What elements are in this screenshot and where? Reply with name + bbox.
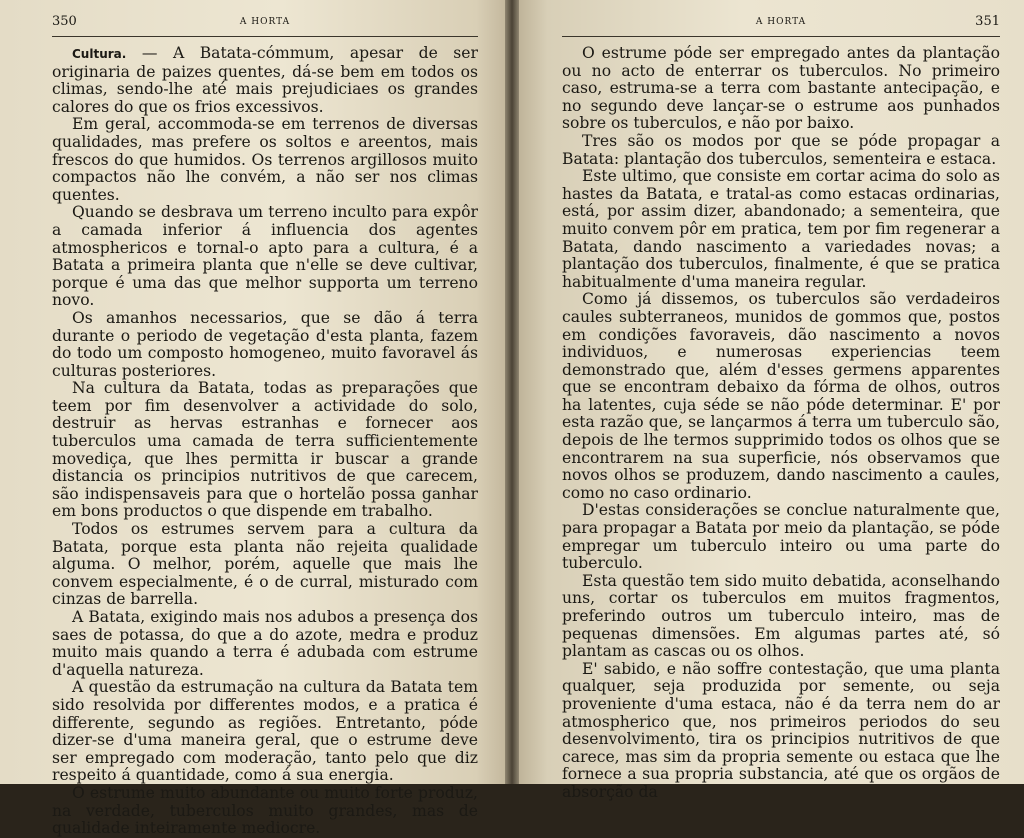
paragraph: E' sabido, e não soffre contestação, que uma planta qualquer, seja produzida por semente, ou seja proveniente d'uma estaca, não é da terra nem do ar atmospherico que, nos primeiros periodos do seu desenvolvimento, tira os principios nutritivos de que carece, mas sim da propria semente ou estaca que lhe fornece a sua propria substancia, até que os orgãos de absorção da [562,659,1000,801]
paragraph: Todos os estrumes servem para a cultura da Batata, porque esta planta não rejeita qualidade alguma. O melhor, porém, aquelle que mais lhe convem especialmente, é o de curral, misturado com cinzas de barrella. [52,520,478,609]
paragraph: Como já dissemos, os tuberculos são verdadeiros caules subterraneos, munidos de gommos que, postos em condições favoraveis, dão nascimento a novos individuos, e numerosas experiencias teem demonstrado que, além d'esses germens apparentes que se encontram debaixo da fórma de olhos, outros ha latentes, cuja séde se não póde determinar. E' por esta razão que, se lançarmos á terra um tuberculo são, depois de lhe termos supprimido todos os olhos que se encontrarem na sua superficie, nós observamos que novos olhos se produzem, dando nascimento a caules, como no caso ordinario. [562,290,1000,502]
book-gutter [505,0,519,784]
paragraph: Este ultimo, que consiste em cortar acima do solo as hastes da Batata, e tratal-as como estacas ordinarias, está, por assim dizer, abandonado; a sementeira, que muito convem pôr em pratica, tem por fim regenerar a Batata, dando nascimento a variedades novas; a plantação dos tuberculos, finalmente, é que se pratica habitualmente d'uma maneira regular. [562,167,1000,291]
running-title: A HORTA [755,17,807,27]
section-label: Cultura. [72,47,127,61]
right-page-text [562,45,1000,802]
paragraph: Esta questão tem sido muito debatida, aconselhando uns, cortar os tuberculos em muitos fragmentos, preferindo outros um tuberculo inteiro, mas de pequenas dimensões. Em algumas partes até, só plantam as cascas ou os olhos. [562,571,1000,661]
paragraph: A questão da estrumação na cultura da Batata tem sido resolvida por differentes modos, e a pratica é differente, segundo as regiões. Entretanto, póde dizer-se d'uma maneira geral, que o estrume deve ser empregado com moderação, tanto pelo que diz respeito á quantidade, como á sua energia. [52,678,478,785]
page-number: 350 [52,14,77,29]
paragraph: Em geral, accommoda-se em terrenos de diversas qualidades, mas prefere os soltos e areentos, mais frescos do que humidos. Os terrenos argillosos muito compactos não lhe convém, a não ser nos climas quentes. [52,115,478,204]
right-page [512,0,1024,801]
paragraph: Cultura. — A Batata-cómmum, apesar de ser originaria de paizes quentes, dá-se bem em todos os climas, sendo-lhe até mais prejudiciaes os grandes calores do que os frios excessivos. [52,44,478,116]
page-number: 351 [975,14,1000,29]
left-page-text [52,45,478,838]
paragraph: Os amanhos necessarios, que se dão á terra durante o periodo de vegetação d'esta planta, fazem do todo um composto homogeneo, muito favoravel ás culturas posteriores. [52,308,478,380]
paragraph: Na cultura da Batata, todas as preparações que teem por fim desenvolver a actividade do solo, destruir as hervas estranhas e fornecer aos tuberculos uma camada de terra sufficientemente movediça, que lhes permitta ir buscar a grande distancia os principios nutritivos de que carecem, são indispensaveis para que o hortelão possa ganhar em bons productos o que dispende em trabalho. [52,379,478,521]
paragraph: O estrume póde ser empregado antes da plantação ou no acto de enterrar os tuberculos. No primeiro caso, estruma-se a terra com bastante antecipação, e no segundo deve lançar-se o estrume aos punhados sobre os tuberculos, e não por baixo. [562,44,1000,133]
right-page-header [562,14,1000,37]
running-title: A HORTA [239,17,291,27]
paragraph: D'estas considerações se conclue naturalmente que, para propagar a Batata por meio da plantação, se póde empregar um tuberculo inteiro ou uma parte do tuberculo. [562,501,1000,573]
paragraph: Quando se desbrava um terreno inculto para expôr a camada inferior á influencia dos agentes atmosphericos e tornal-o apto para a cultura, é a Batata a primeira planta que n'elle se deve cultivar, porque é uma das que melhor supporta um terreno novo. [52,203,478,310]
paragraph: A Batata, exigindo mais nos adubos a presença dos saes de potassa, do que a do azote, medra e produz muito mais quando a terra é adubada com estrume d'aquella natureza. [52,608,478,679]
paragraph: Tres são os modos por que se póde propagar a Batata: plantação dos tuberculos, sementeira e estaca. [562,131,1000,168]
paragraph: O estrume muito abundante ou muito forte produz, na verdade, tuberculos muito grandes, mas de qualidade inteiramente mediocre. [52,783,478,838]
left-page-header [52,14,478,37]
